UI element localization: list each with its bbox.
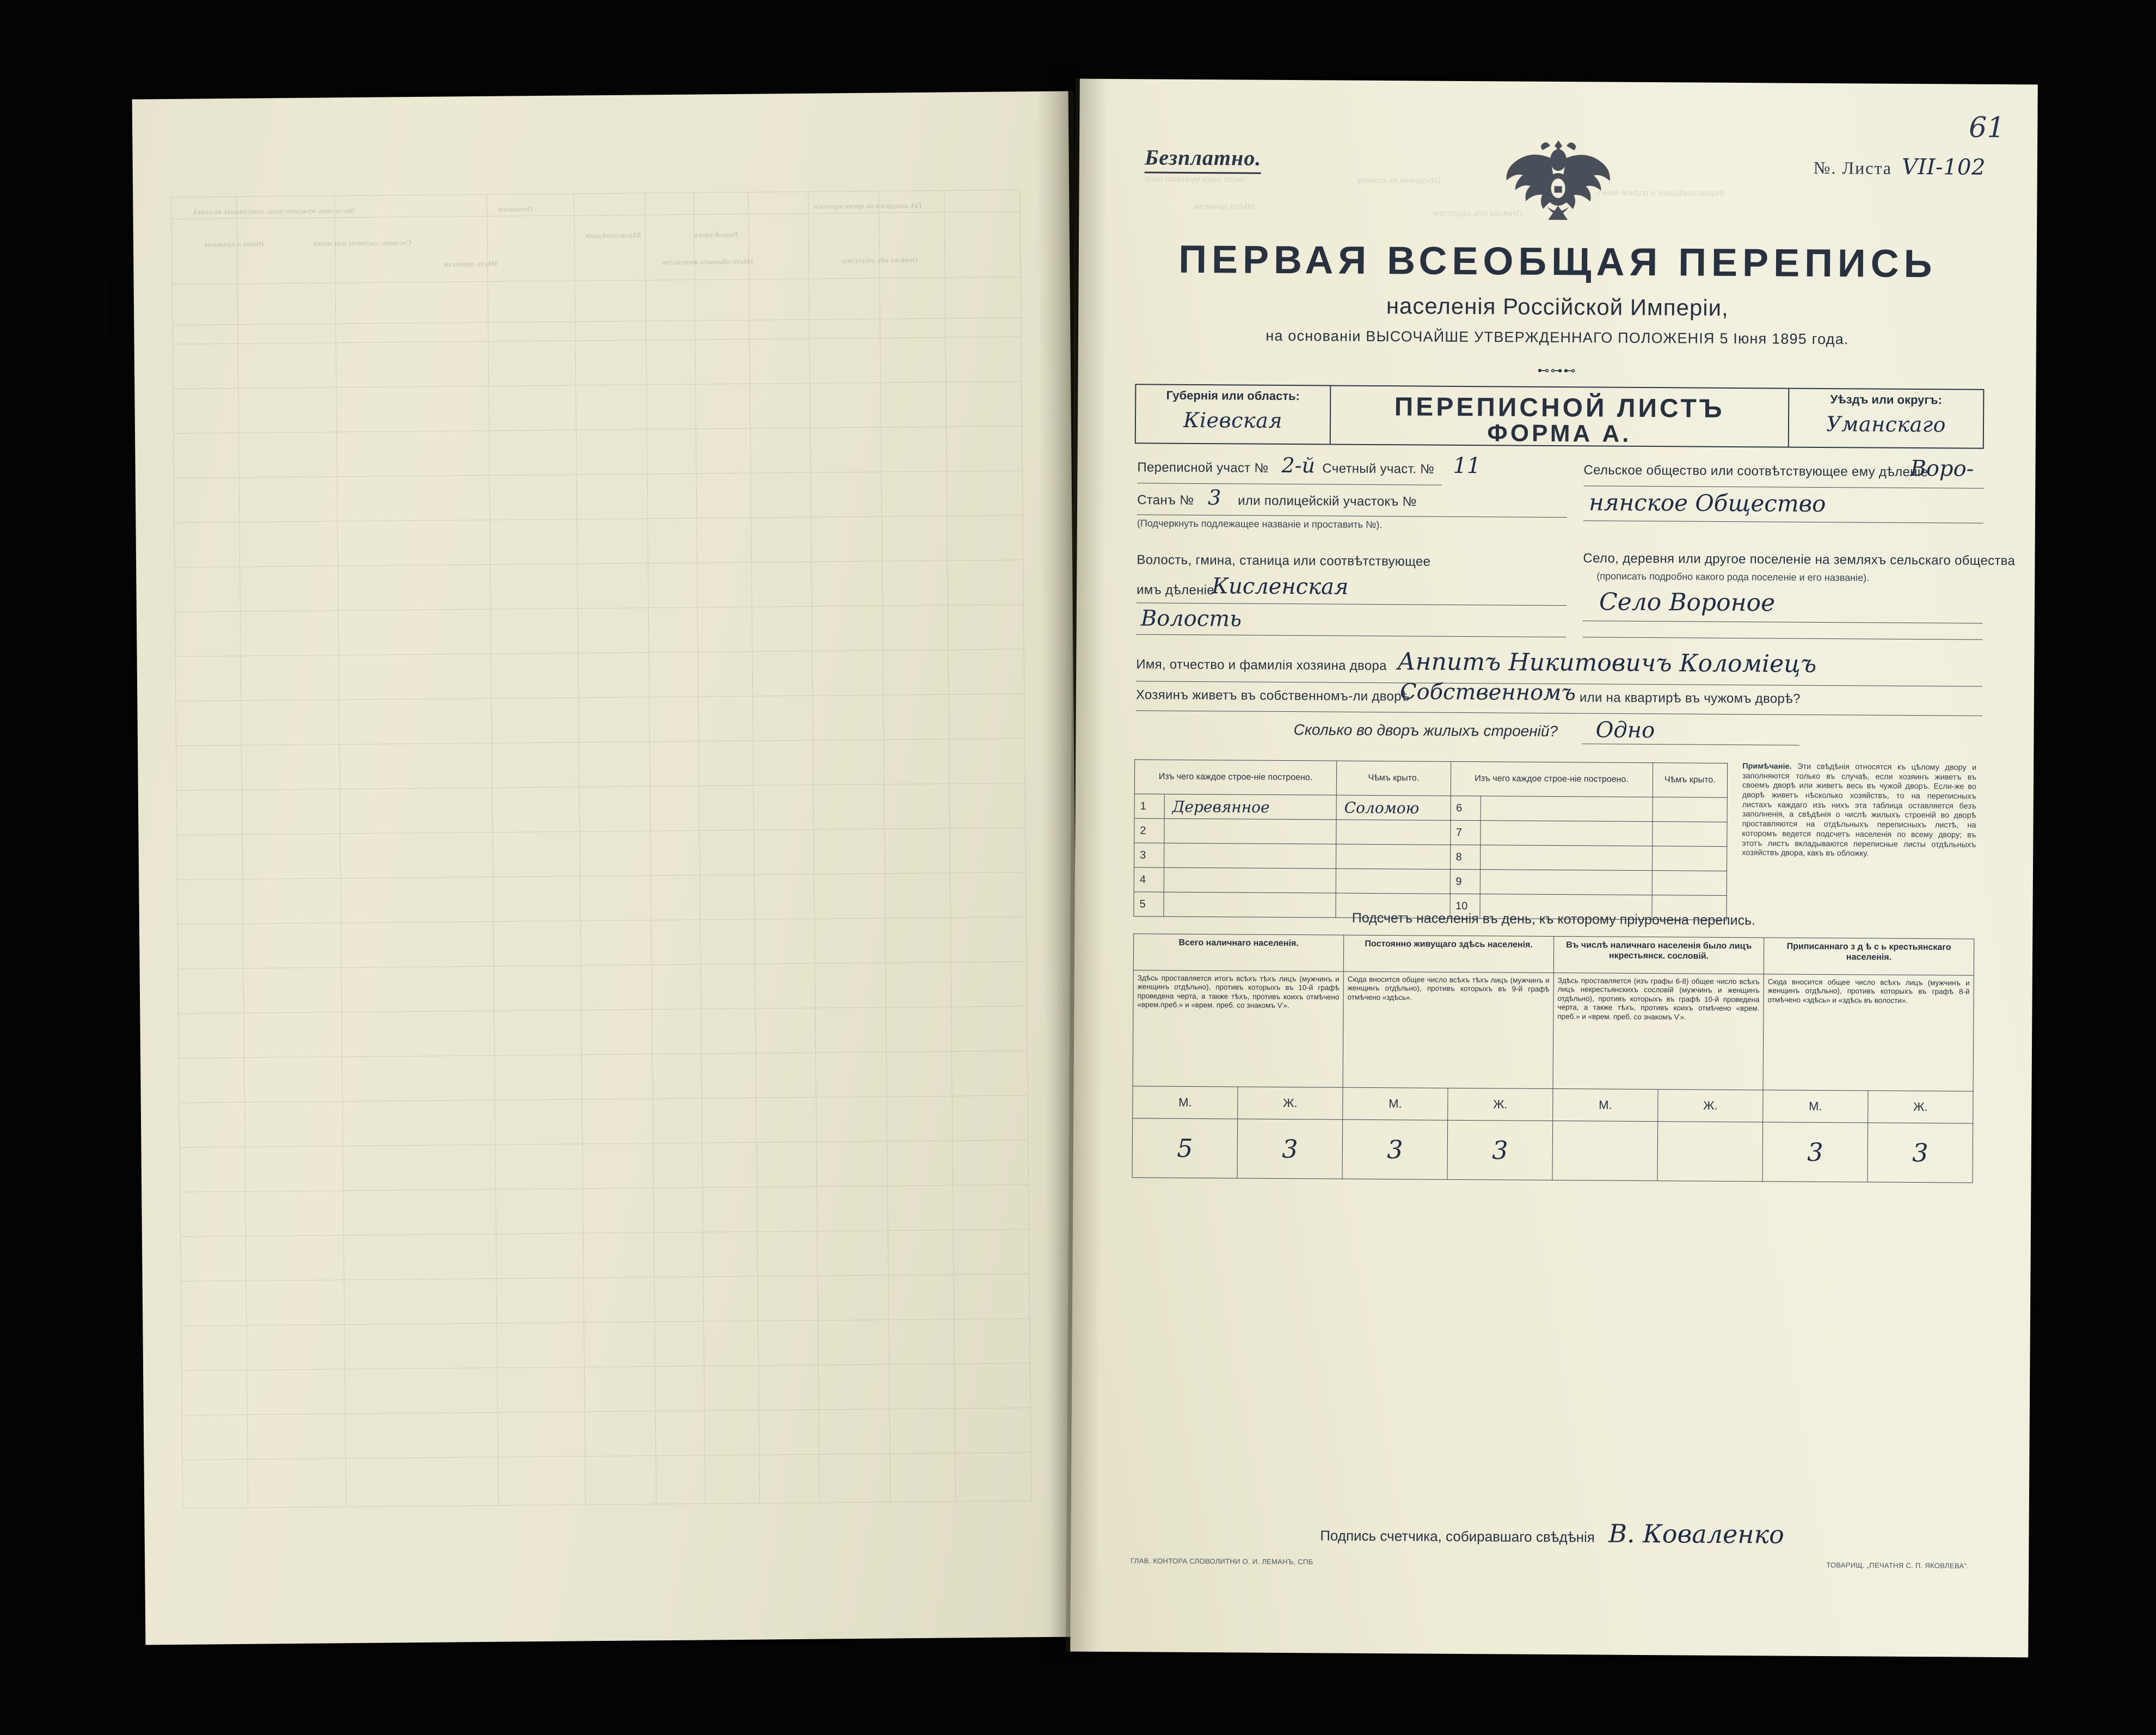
building-index-6: 6: [1451, 796, 1481, 820]
building-roof-6[interactable]: [1653, 797, 1728, 822]
ghost-label-2: Вѣроисповѣданіе: [585, 231, 641, 240]
ghost-table-header-text: [171, 195, 1021, 284]
building-index-9: 9: [1450, 869, 1480, 894]
population-table: [1132, 933, 1975, 1183]
population-value-2-m[interactable]: [1552, 1121, 1658, 1180]
form-header-row: [1135, 384, 1985, 449]
form-title-box: [1331, 385, 1789, 447]
population-col-header-1: Постоянно живущаго здѣсь населенія.: [1343, 935, 1553, 973]
selo-note: (прописать подробно какого рода поселеніе и его названіе).: [1596, 570, 1870, 583]
free-of-charge-label: Безплатно.: [1145, 144, 1262, 174]
rule-dvor: [1136, 710, 1982, 716]
buildings-header-roof-1: Чѣмъ крыто.: [1336, 761, 1451, 796]
uezd-box: [1788, 388, 1985, 449]
rule-uchastok: [1137, 483, 1442, 485]
stroeniy-value: Одно: [1595, 717, 1655, 743]
building-roof-2[interactable]: [1336, 820, 1451, 845]
page-title: ПЕРВАЯ ВСЕОБЩАЯ ПЕРЕПИСЬ: [1178, 237, 1937, 286]
ghost-label-9: Отмѣтка объ отсутствіи: [841, 255, 918, 265]
population-col-desc-0: Здѣсь проставляется итогъ всѣхъ тѣхъ лицъ (мужчинъ и женщинъ отдѣльно), противъ которыхъ въ 10-й графѣ проведена черта, а также тѣхъ, противъ коихъ отмѣчено «врем.преб.» и «врем. преб. со знакомъ Ѵ».: [1133, 970, 1343, 1087]
rule-selo-2: [1583, 637, 1983, 639]
gubernia-caption: Губернія или область:: [1166, 388, 1300, 403]
volost-label-1: Волость, гмина, станица или соотвѣтствующее: [1137, 552, 1431, 569]
ghost-table: [171, 189, 1031, 1509]
volost-label-2: имъ дѣленіе: [1137, 582, 1215, 598]
hozyain-value: Анпитъ Никитовичъ Коломіецъ: [1397, 648, 1817, 678]
hozyain-label: Имя, отчество и фамилія хозяина двора: [1136, 657, 1387, 674]
volost-value-1: Кисленская: [1212, 574, 1349, 600]
population-sub-0-m: М.: [1133, 1086, 1238, 1119]
table-row: [1134, 794, 1727, 822]
dvor-value: Собственномъ: [1399, 679, 1576, 706]
rule-selo-1: [1583, 620, 1983, 623]
sheet-number-value: VII-102: [1901, 154, 1986, 180]
rule-obshchestvo-1: [1583, 485, 1983, 488]
population-sub-3-m: М.: [1763, 1090, 1868, 1123]
left-page: [132, 91, 1082, 1645]
building-index-2: 2: [1134, 819, 1164, 843]
population-description-row: [1133, 970, 1974, 1091]
building-index-5: 5: [1134, 892, 1164, 916]
buildings-header-material-2: Изъ чего каждое строе-ніе построено.: [1451, 761, 1653, 797]
buildings-header-material-1: Изъ чего каждое строе-ніе построено.: [1134, 760, 1336, 795]
population-sub-2-f: Ж.: [1658, 1090, 1763, 1122]
schetnyi-uchastok-value: 11: [1453, 453, 1481, 479]
selo-label: Село, деревня или другое поселеніе на земляхъ сельскаго общества: [1583, 551, 2016, 569]
bleed-through-text: Число лицъ мужского пола Отношеніе къ хозяину Вѣроисповѣданіе и родной языкъ Мѣсто приписки Отмѣтка объ отсутствіи: [1144, 174, 1724, 219]
building-index-4: 4: [1134, 868, 1164, 892]
form-title-line2: ФОРМА А.: [1487, 420, 1632, 447]
population-subheader-row: [1133, 1086, 1973, 1123]
rule-volost-1: [1137, 602, 1567, 606]
population-sub-1-m: М.: [1343, 1087, 1448, 1120]
ghost-label-4: Гдѣ находился во время переписи: [813, 201, 922, 211]
population-col-desc-3: Сюда вносится общее число всѣхъ лицъ (мужчинъ и женщинъ отдѣльно), противъ которыхъ въ графѣ 8-й отмѣчено «здѣсь» и «здѣсь въ волости».: [1763, 974, 1974, 1091]
selskoe-obshchestvo-value-1: Воро-: [1910, 456, 1974, 482]
ghost-label-6: Сословіе, состояніе или званіе: [312, 238, 411, 248]
signature-value: В. Коваленко: [1608, 1518, 1784, 1549]
page-subtitle: населенія Россійской Имперіи,: [1386, 293, 1729, 321]
building-index-3: 3: [1134, 843, 1164, 868]
ghost-label-7: Мѣсто приписки: [444, 259, 497, 268]
ghost-label-5: Имена и прозванія: [204, 239, 264, 249]
population-sub-0-f: Ж.: [1238, 1087, 1343, 1119]
stan-value: 3: [1208, 485, 1221, 510]
building-material-3[interactable]: [1164, 843, 1336, 869]
perepisnoi-uchastok-label: Переписной участ №: [1137, 460, 1269, 476]
population-col-header-2: Въ числѣ наличнаго населенія было лицъ нкрестьянск. сословій.: [1553, 937, 1764, 974]
note-text: Эти свѣдѣнія относятся къ цѣлому двору и заполняются только въ случаѣ, если хозяинъ живетъ въ своемъ дворѣ или живетъ весь въ чужой дворъ. Если-же во дворѣ живетъ нѣсколько хозяйствъ, то на переписныхъ листахъ каждаго изъ нихъ эта таблица оставляется безъ заполненія, а свѣдѣнія о числѣ жилыхъ строеній во дворѣ проставляются на отдѣльныхъ переписныхъ листѣ, на которомъ ведется подсчетъ населенія по всему двору; въ этотъ листъ вкладываются переписные листы отдѣльныхъ хозяйствъ двора, какъ въ обложку.: [1742, 762, 1977, 858]
building-material-4[interactable]: [1164, 868, 1336, 893]
schetnyi-uchastok-label: Счетный участ. №: [1322, 461, 1435, 477]
population-value-0-f[interactable]: 3: [1237, 1119, 1343, 1179]
building-roof-7[interactable]: [1652, 822, 1727, 847]
uezd-caption: Уѣздъ или округъ:: [1830, 392, 1943, 407]
ghost-label-0: Число лицъ мужского пола, записанныхъ въ семьѣ: [193, 206, 355, 216]
note-block: [1742, 762, 1976, 859]
building-roof-8[interactable]: [1652, 846, 1727, 871]
imprint-left: ГЛАВ. КОНТОРА СЛОВОЛИТНИ О. И. ЛЕМАНЪ, СПБ: [1131, 1556, 1313, 1566]
ghost-label-8: Мѣсто обычнаго жительства: [661, 257, 753, 267]
building-material-9[interactable]: [1480, 870, 1652, 895]
building-index-7: 7: [1450, 820, 1480, 845]
building-index-1: 1: [1134, 794, 1164, 819]
signature-row: [1129, 1516, 1974, 1550]
building-material-7[interactable]: [1480, 821, 1652, 846]
building-material-1[interactable]: Деревянное: [1164, 794, 1336, 820]
population-col-header-3: Приписаннаго з д ѣ с ь крестьянскаго населенія.: [1764, 938, 1974, 975]
imperial-eagle-crest: [1495, 136, 1621, 231]
table-row: [1134, 868, 1727, 896]
imprint-right: ТОВАРИЩ. „ПЕЧАТНЯ С. П. ЯКОВЛЕВА".: [1826, 1561, 1969, 1570]
table-row: [1134, 819, 1727, 847]
census-form-page: [1070, 79, 2038, 1658]
signature-label: Подпись счетчика, собиравшаго свѣдѣнія: [1320, 1527, 1595, 1546]
stroeniy-label: Сколько во дворъ жилыхъ строеній?: [1293, 721, 1558, 740]
population-sub-2-m: М.: [1553, 1088, 1658, 1121]
ornamental-divider: ⊷⊶⊷: [1537, 363, 1577, 378]
building-roof-3[interactable]: [1336, 844, 1451, 869]
gubernia-box: [1135, 384, 1331, 445]
politseiskii-label: или полицейскій участокъ №: [1238, 493, 1417, 509]
stan-label: Станъ №: [1137, 493, 1194, 508]
building-index-10: 10: [1449, 894, 1479, 918]
ghost-label-3: Родной языкъ: [693, 230, 738, 239]
selo-value: Село Вороное: [1599, 588, 1776, 617]
sheet-number: [1814, 154, 1986, 180]
building-roof-4[interactable]: [1336, 869, 1450, 894]
population-value-1-f[interactable]: 3: [1447, 1120, 1553, 1180]
building-roof-9[interactable]: [1652, 871, 1727, 896]
uezd-value: Уманскаго: [1826, 412, 1946, 437]
building-index-8: 8: [1450, 845, 1480, 869]
podcherknut-note: (Подчеркнуть подлежащее названіе и проставить №).: [1137, 518, 1383, 531]
buildings-table-header-row: [1134, 760, 1727, 798]
folio-number: 61: [1968, 111, 2005, 145]
population-value-0-m[interactable]: 5: [1132, 1118, 1238, 1178]
selskoe-obshchestvo-value-2: нянское Общество: [1588, 489, 1826, 518]
buildings-header-roof-2: Чѣмъ крыто.: [1653, 763, 1728, 798]
gubernia-value: Кіевская: [1183, 408, 1283, 433]
population-sub-3-f: Ж.: [1868, 1091, 1973, 1123]
population-value-2-f[interactable]: [1657, 1122, 1763, 1182]
ghost-label-1: Отношеніе: [497, 205, 533, 213]
rule-volost-2: [1137, 634, 1567, 637]
legal-basis-text: на основаніи ВЫСОЧАЙШЕ УТВЕРЖДЕННАГО ПОЛОЖЕНІЯ 5 Іюня 1895 года.: [1266, 327, 1849, 348]
rule-stan: [1137, 514, 1567, 518]
rule-stroeniy: [1582, 743, 1799, 745]
note-title: Примѣчаніе.: [1742, 762, 1792, 771]
form-title-line1: ПЕРЕПИСНОЙ ЛИСТЪ: [1394, 392, 1725, 423]
building-material-8[interactable]: [1480, 845, 1652, 871]
population-values-row: [1132, 1118, 1973, 1183]
population-value-3-f[interactable]: 3: [1868, 1123, 1973, 1183]
selskoe-obshchestvo-label: Сельское общество или соотвѣтствующее ему дѣленіе: [1583, 463, 1928, 480]
dvor-label: Хозяинъ живетъ въ собственномъ-ли дворѣ: [1135, 687, 1410, 704]
population-value-1-m[interactable]: 3: [1342, 1119, 1448, 1179]
dvor-label-2: или на квартирѣ въ чужомъ дворѣ?: [1579, 690, 1801, 706]
population-value-3-m[interactable]: 3: [1762, 1122, 1868, 1182]
rule-obshchestvo-2: [1583, 520, 1983, 523]
population-sub-1-f: Ж.: [1448, 1088, 1553, 1121]
population-col-header-0: Всего наличнаго населенія.: [1133, 934, 1343, 971]
population-header-row: [1133, 934, 1974, 975]
population-section-title: Подсчетъ населенія въ день, къ которому пріурочена перепись.: [1352, 910, 1756, 928]
building-material-2[interactable]: [1164, 819, 1336, 844]
buildings-table: [1133, 759, 1728, 920]
building-material-6[interactable]: [1481, 796, 1653, 822]
table-row: [1134, 843, 1727, 871]
volost-value-2: Волость: [1140, 606, 1242, 632]
building-roof-1[interactable]: Соломою: [1336, 795, 1451, 820]
population-col-desc-2: Здѣсь проставляется (изъ графы 6-8) общее число всѣхъ лицъ некрестьянскихъ сословій (мужчинъ и женщинъ отдѣльно), противъ которыхъ въ графѣ 10-й проведена черта, а также тѣхъ, противъ коихъ отмѣчено «врем. преб.» и «врем. преб. со знакомъ Ѵ».: [1553, 973, 1764, 1090]
population-col-desc-1: Сюда вносится общее число всѣхъ тѣхъ лицъ (мужчинъ и женщинъ отдѣльно), противъ которыхъ въ 9-й графѣ отмѣчено «здѣсь».: [1343, 971, 1553, 1088]
sheet-number-label: №. Листа: [1813, 157, 1893, 178]
perepisnoi-uchastok-value: 2-й: [1281, 453, 1316, 478]
